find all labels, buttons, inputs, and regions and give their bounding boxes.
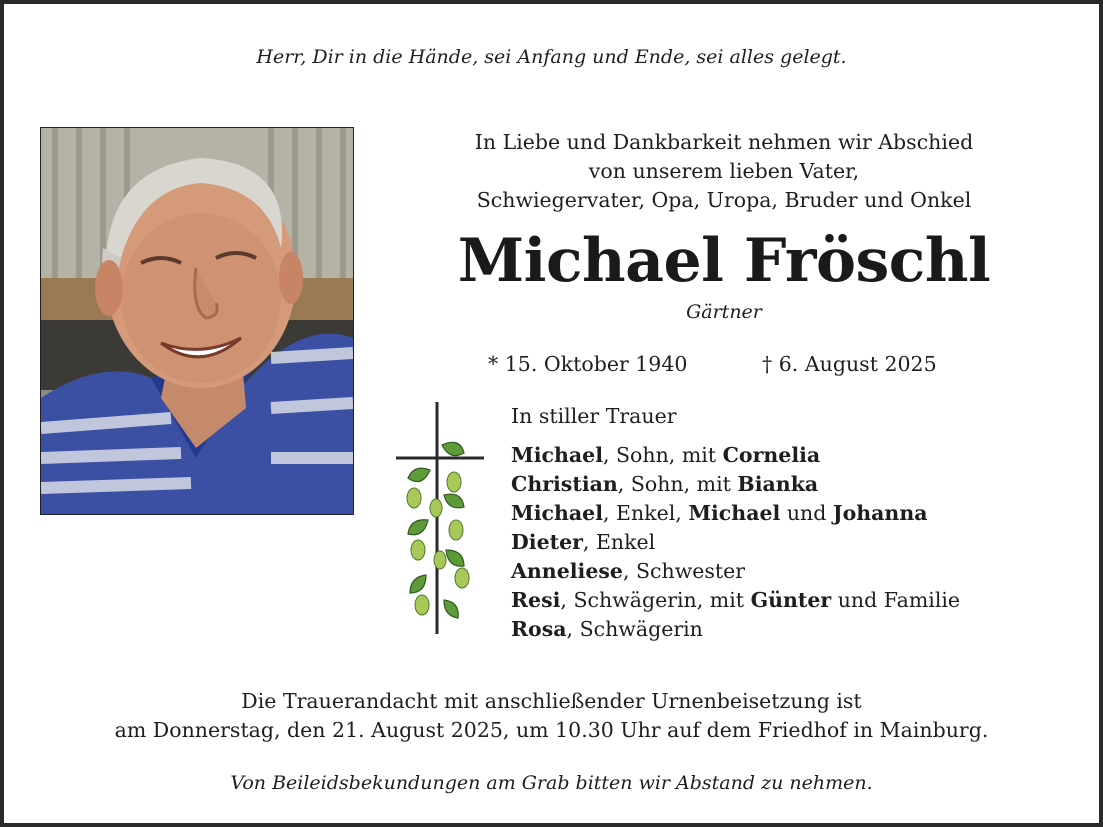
motto: Herr, Dir in die Hände, sei Anfang und Ende, sei alles gelegt. xyxy=(256,46,847,68)
mourning-label: In stiller Trauer xyxy=(511,404,677,428)
intro-line: Schwiegervater, Opa, Uropa, Bruder und Onkel xyxy=(476,188,972,212)
intro-text xyxy=(384,128,1064,215)
cross-with-hops-icon xyxy=(392,400,488,640)
mourner-line: Christian, Sohn, mit Bianka xyxy=(511,472,819,496)
mourners-list xyxy=(511,441,960,644)
service-line: am Donnerstag, den 21. August 2025, um 10.30 Uhr auf dem Friedhof in Mainburg. xyxy=(114,718,989,742)
service-line: Die Trauerandacht mit anschließender Urnenbeisetzung ist xyxy=(241,689,862,713)
mourner-line: Resi, Schwägerin, mit Günter und Familie xyxy=(511,588,961,612)
profession: Gärtner xyxy=(686,301,762,323)
intro-line: In Liebe und Dankbarkeit nehmen wir Abschied xyxy=(474,130,974,154)
mourner-line: Rosa, Schwägerin xyxy=(511,617,703,641)
service-info xyxy=(4,687,1099,745)
mourner-line: Michael, Enkel, Michael und Johanna xyxy=(511,501,928,525)
portrait-photo xyxy=(40,127,354,515)
mourner-line: Dieter, Enkel xyxy=(511,530,656,554)
death-date: † 6. August 2025 xyxy=(762,352,937,376)
mourner-line: Anneliese, Schwester xyxy=(511,559,746,583)
closing-note: Von Beileidsbekundungen am Grab bitten wir Abstand zu nehmen. xyxy=(230,772,873,794)
birth-date: * 15. Oktober 1940 xyxy=(488,352,688,376)
deceased-name: Michael Fröschl xyxy=(457,226,991,296)
intro-line: von unserem lieben Vater, xyxy=(588,159,860,183)
mourner-line: Michael, Sohn, mit Cornelia xyxy=(511,443,821,467)
